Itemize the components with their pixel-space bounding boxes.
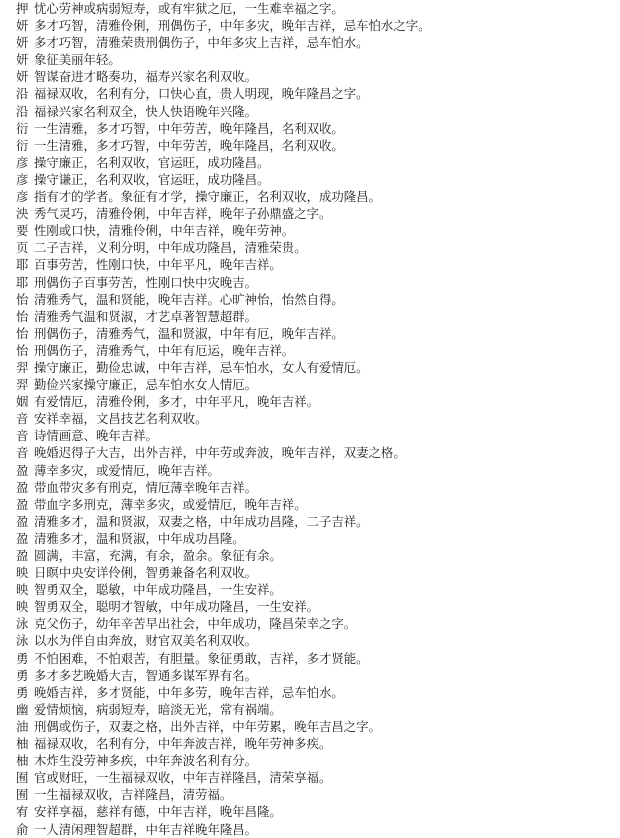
entry-description: 诗情画意、晚年吉祥。 bbox=[34, 428, 158, 444]
entry-description: 操守谦正，名利双收，官运旺，成功隆昌。 bbox=[34, 171, 270, 187]
entry-description: 薄幸多灾，或爱情厄，晚年吉祥。 bbox=[34, 462, 220, 478]
entry-character: 俞 bbox=[16, 821, 29, 837]
entry-description: 不怕困难，不怕艰苦，有胆量。象征勇敢，吉祥，多才贤能。 bbox=[34, 650, 369, 666]
entry-character: 音 bbox=[16, 445, 29, 461]
list-item bbox=[16, 222, 616, 239]
entry-description: 秀气灵巧，清雅伶俐，中年吉祥，晚年子孙鼎盛之字。 bbox=[34, 206, 332, 222]
list-item bbox=[16, 701, 616, 718]
list-item bbox=[16, 513, 616, 530]
list-item bbox=[16, 530, 616, 547]
entry-character: 囿 bbox=[16, 787, 29, 803]
entry-description: 二子吉祥，义利分明，中年成功隆昌，清雅荣贵。 bbox=[34, 240, 307, 256]
entry-description: 多才多艺晚婚大吉，智通多谋军界有名。 bbox=[34, 667, 258, 683]
list-item bbox=[16, 274, 616, 291]
list-item bbox=[16, 393, 616, 410]
entry-character: 怡 bbox=[16, 342, 29, 358]
entry-description: 带血带灾多有刑克，情厄薄幸晚年吉祥。 bbox=[34, 479, 258, 495]
entry-description: 克父伤子，幼年辛苦早出社会，中年成功，隆昌荣幸之字。 bbox=[34, 616, 357, 632]
list-item bbox=[16, 462, 616, 479]
entry-character: 羿 bbox=[16, 377, 29, 393]
entry-character: 怡 bbox=[16, 291, 29, 307]
entry-description: 象征美丽年轻。 bbox=[34, 52, 121, 68]
list-item bbox=[16, 735, 616, 752]
entry-description: 一生清雅，多才巧智，中年劳苦，晚年隆昌，名利双收。 bbox=[34, 120, 344, 136]
entry-description: 百事劳苦，性刚口快，中年平凡，晚年吉祥。 bbox=[34, 257, 282, 273]
list-item bbox=[16, 803, 616, 820]
entry-character: 耶 bbox=[16, 274, 29, 290]
entry-description: 操守廉正，名利双收，官运旺，成功隆昌。 bbox=[34, 154, 270, 170]
dictionary-list bbox=[16, 0, 616, 838]
list-item bbox=[16, 342, 616, 359]
entry-description: 清雅多才，温和贤淑，双妻之格，中年成功昌隆，二子吉祥。 bbox=[34, 513, 369, 529]
list-item bbox=[16, 308, 616, 325]
entry-character: 柚 bbox=[16, 736, 29, 752]
entry-character: 映 bbox=[16, 582, 29, 598]
list-item bbox=[16, 581, 616, 598]
list-item bbox=[16, 786, 616, 803]
list-item bbox=[16, 427, 616, 444]
list-item bbox=[16, 496, 616, 513]
entry-character: 音 bbox=[16, 411, 29, 427]
list-item bbox=[16, 103, 616, 120]
list-item bbox=[16, 171, 616, 188]
entry-description: 有爱情厄，清雅伶俐，多才，中年平凡，晚年吉祥。 bbox=[34, 394, 319, 410]
entry-description: 爱情烦恼，病弱短寿，暗淡无光，常有祸端。 bbox=[34, 701, 282, 717]
entry-description: 操守廉正，勤俭忠诚，中年吉祥，忌车怕水，女人有爱情厄。 bbox=[34, 359, 369, 375]
entry-character: 怡 bbox=[16, 325, 29, 341]
entry-character: 要 bbox=[16, 223, 29, 239]
list-item bbox=[16, 376, 616, 393]
list-item bbox=[16, 0, 616, 17]
list-item bbox=[16, 205, 616, 222]
list-item bbox=[16, 444, 616, 461]
list-item bbox=[16, 667, 616, 684]
entry-character: 页 bbox=[16, 240, 29, 256]
entry-character: 宥 bbox=[16, 804, 29, 820]
entry-description: 福禄兴家名利双全，快人快语晚年兴隆。 bbox=[34, 103, 258, 119]
entry-character: 勇 bbox=[16, 684, 29, 700]
list-item bbox=[16, 752, 616, 769]
entry-character: 泱 bbox=[16, 206, 29, 222]
entry-character: 彦 bbox=[16, 154, 29, 170]
entry-description: 以水为伴自由奔放，财官双美名利双收。 bbox=[34, 633, 258, 649]
entry-description: 安祥幸福，文昌技艺名利双收。 bbox=[34, 411, 208, 427]
list-item bbox=[16, 34, 616, 51]
entry-character: 沿 bbox=[16, 103, 29, 119]
entry-description: 忧心劳神或病弱短寿，或有牢狱之厄，一生难幸福之字。 bbox=[34, 1, 344, 16]
list-item bbox=[16, 684, 616, 701]
entry-description: 刑偶或伤子，双妻之格，出外吉祥，中年劳累，晚年吉昌之字。 bbox=[34, 718, 381, 734]
list-item bbox=[16, 291, 616, 308]
list-item bbox=[16, 598, 616, 615]
entry-character: 彦 bbox=[16, 189, 29, 205]
list-item bbox=[16, 479, 616, 496]
entry-character: 妍 bbox=[16, 35, 29, 51]
entry-description: 清雅秀气温和贤淑，才艺卓著智慧超群。 bbox=[34, 308, 258, 324]
entry-character: 盈 bbox=[16, 479, 29, 495]
entry-character: 沿 bbox=[16, 86, 29, 102]
entry-character: 勇 bbox=[16, 650, 29, 666]
entry-character: 盈 bbox=[16, 513, 29, 529]
entry-character: 怡 bbox=[16, 308, 29, 324]
entry-character: 衍 bbox=[16, 120, 29, 136]
entry-description: 清雅秀气，温和贤能，晚年吉祥。心旷神怡，怡然自得。 bbox=[34, 291, 344, 307]
entry-character: 押 bbox=[16, 1, 29, 16]
entry-description: 刑偶伤子百事劳苦，性刚口快中灾晚吉。 bbox=[34, 274, 258, 290]
entry-description: 指有才的学者。象征有才学，操守廉正，名利双收，成功隆昌。 bbox=[34, 189, 381, 205]
entry-character: 泳 bbox=[16, 633, 29, 649]
entry-description: 智勇双全，聪敏，中年成功隆昌，一生安祥。 bbox=[34, 582, 282, 598]
list-item bbox=[16, 188, 616, 205]
entry-character: 囿 bbox=[16, 770, 29, 786]
list-item bbox=[16, 256, 616, 273]
entry-description: 晚婚迟得子大吉，出外吉祥，中年劳或奔波，晚年吉祥，双妻之格。 bbox=[34, 445, 406, 461]
list-item bbox=[16, 821, 616, 838]
list-item bbox=[16, 615, 616, 632]
list-item bbox=[16, 17, 616, 34]
entry-description: 福禄双收，名利有分，中年奔波吉祥，晚年劳神多疾。 bbox=[34, 736, 332, 752]
entry-description: 勤俭兴家操守廉正，忌车怕水女人情厄。 bbox=[34, 377, 258, 393]
entry-description: 圆满，丰富，充满，有余，盈余。象征有余。 bbox=[34, 548, 282, 563]
entry-description: 木炸生没劳神多疾，中年奔波名利有分。 bbox=[34, 753, 258, 769]
list-item bbox=[16, 325, 616, 342]
entry-description: 福禄双收，名利有分，口快心直，贵人明现，晚年隆昌之字。 bbox=[34, 86, 369, 102]
entry-description: 多才巧智，清雅荣贵刑偶伤子，中年多灾上吉祥，忌车怕水。 bbox=[34, 35, 369, 51]
list-item bbox=[16, 410, 616, 427]
entry-character: 映 bbox=[16, 565, 29, 581]
entry-description: 官或财旺，一生福禄双收，中年吉祥隆昌，清荣享福。 bbox=[34, 770, 332, 786]
entry-character: 勇 bbox=[16, 667, 29, 683]
entry-description: 日瞑中央安详伶俐，智勇兼备名利双收。 bbox=[34, 565, 258, 581]
list-item bbox=[16, 154, 616, 171]
list-item bbox=[16, 137, 616, 154]
entry-character: 姻 bbox=[16, 394, 29, 410]
list-item bbox=[16, 120, 616, 137]
list-item bbox=[16, 51, 616, 68]
entry-description: 多才巧智，清雅伶俐，刑偶伤子，中年多灾，晚年吉祥，忌车怕水之字。 bbox=[34, 18, 431, 34]
entry-character: 映 bbox=[16, 599, 29, 615]
list-item bbox=[16, 239, 616, 256]
entry-description: 刑偶伤子，清雅秀气，中年有厄运，晚年吉祥。 bbox=[34, 342, 295, 358]
list-item bbox=[16, 718, 616, 735]
entry-character: 彦 bbox=[16, 171, 29, 187]
list-item bbox=[16, 85, 616, 102]
entry-character: 盈 bbox=[16, 530, 29, 546]
entry-description: 智勇双全，聪明才智敏，中年成功隆昌，一生安祥。 bbox=[34, 599, 319, 615]
entry-description: 带血字多刑克，薄幸多灾，或爱情厄，晚年吉祥。 bbox=[34, 496, 307, 512]
entry-character: 羿 bbox=[16, 359, 29, 375]
entry-character: 音 bbox=[16, 428, 29, 444]
entry-description: 性刚或口快，清雅伶俐，中年吉祥，晚年劳神。 bbox=[34, 223, 295, 239]
entry-description: 一生清雅，多才巧智，中年劳苦，晚年隆昌，名利双收。 bbox=[34, 137, 344, 153]
list-item bbox=[16, 650, 616, 667]
entry-description: 刑偶伤子，清雅秀气，温和贤淑，中年有厄，晚年吉祥。 bbox=[34, 325, 344, 341]
entry-character: 油 bbox=[16, 718, 29, 734]
entry-description: 一生福禄双收，吉祥隆昌，清劳福。 bbox=[34, 787, 233, 803]
list-item bbox=[16, 359, 616, 376]
list-item bbox=[16, 564, 616, 581]
entry-character: 妍 bbox=[16, 52, 29, 68]
list-item bbox=[16, 632, 616, 649]
list-item bbox=[16, 68, 616, 85]
entry-character: 妍 bbox=[16, 69, 29, 85]
entry-character: 盈 bbox=[16, 496, 29, 512]
entry-character: 衍 bbox=[16, 137, 29, 153]
entry-description: 晚婚吉祥，多才贤能，中年多劳，晚年吉祥，忌车怕水。 bbox=[34, 684, 344, 700]
entry-description: 安祥享福，慈祥有德，中年吉祥，晚年昌隆。 bbox=[34, 804, 282, 820]
entry-character: 妍 bbox=[16, 18, 29, 34]
entry-character: 盈 bbox=[16, 462, 29, 478]
entry-character: 盈 bbox=[16, 548, 29, 563]
entry-description: 智谋奋进才略奏功，福寿兴家名利双收。 bbox=[34, 69, 258, 85]
entry-character: 耶 bbox=[16, 257, 29, 273]
entry-description: 清雅多才，温和贤淑，中年成功昌隆。 bbox=[34, 530, 245, 546]
entry-description: 一人清闲理智超群，中年吉祥晚年隆昌。 bbox=[34, 821, 258, 837]
list-item bbox=[16, 547, 616, 564]
entry-character: 柚 bbox=[16, 753, 29, 769]
list-item bbox=[16, 769, 616, 786]
entry-character: 泳 bbox=[16, 616, 29, 632]
entry-character: 幽 bbox=[16, 701, 29, 717]
